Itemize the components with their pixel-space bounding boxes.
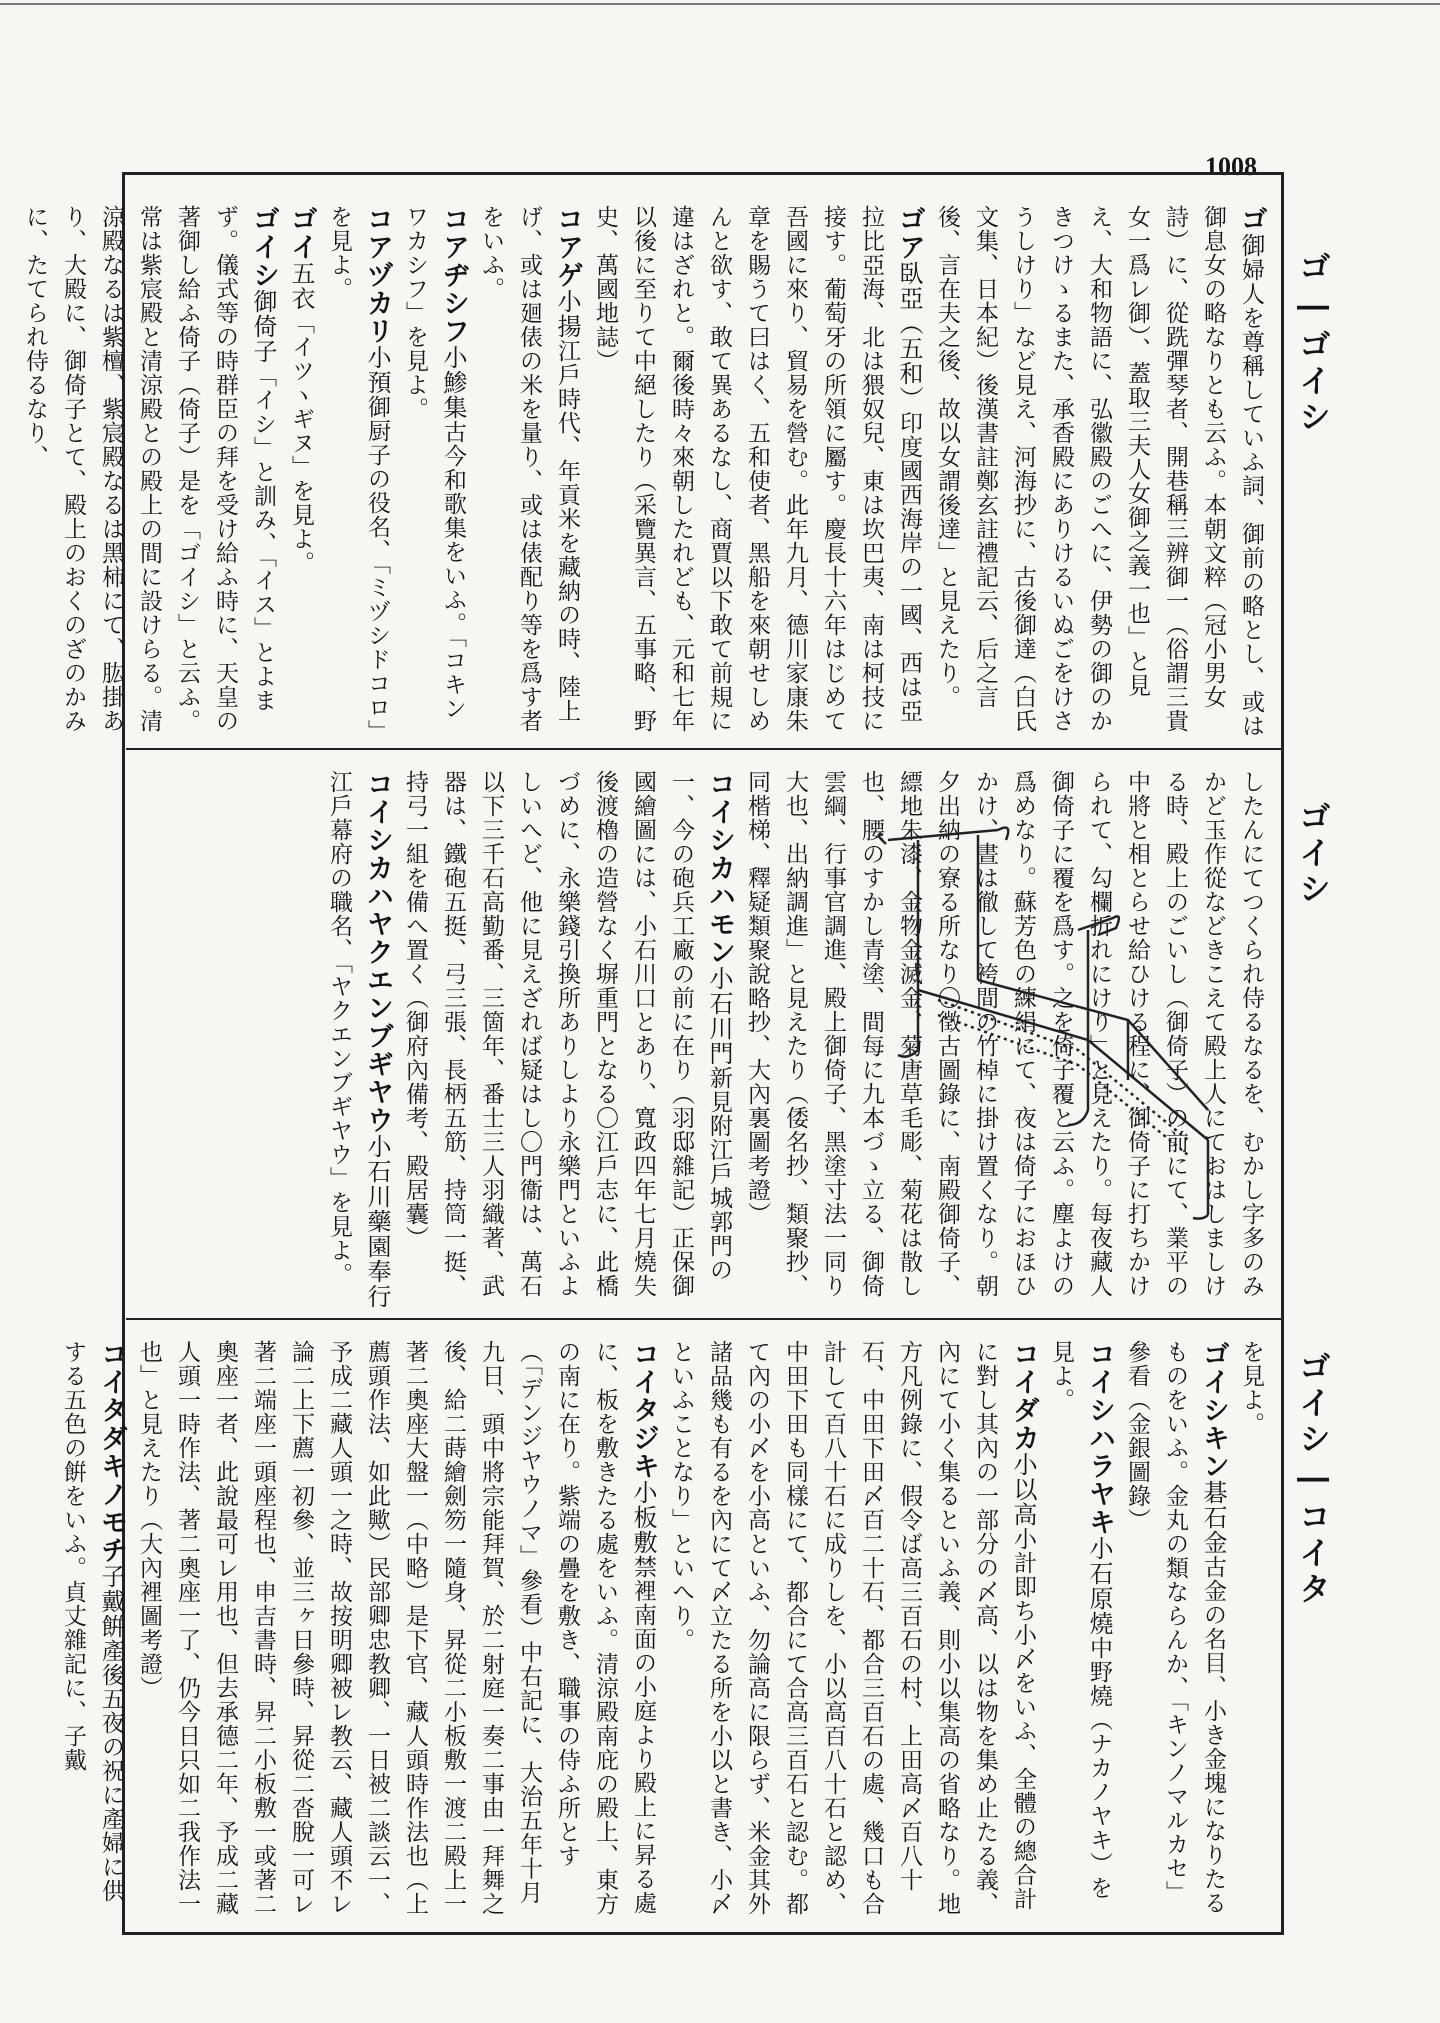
entry-headword: コイシハラヤキ bbox=[1084, 1340, 1115, 1536]
entry-headword: コアヂシフ bbox=[438, 205, 469, 345]
entry-body: 古金の名目、小き金塊になりたるものをいふ。金丸の類ならんか、「キンノマルカセ」參看（金銀圖錄） bbox=[1124, 1340, 1226, 1915]
entry-body: したんにてつくられ侍るなるを、むかし字多のみかど玉作從などきこえて殿上人にておはしましける時、殿上のごいし（御倚子）の前にて、業平の中將と相とらせ給ひける程に、御倚子に打ちかけられて、勾欄折れにけり」と見えたり。每夜藏人御倚子に覆を爲す。之を倚子覆と云ふ。塵よけの爲めなり。蘇芳色の練絹にて、夜は倚子におほひかけ、晝は徹して袴間の竹棹に掛け置くなり。朝夕出納の寮る所なり〇徵古圖錄に、南殿御倚子、縹地朱漆、金物金滅金、菊唐草毛彫、菊花は散し也、腰のすかし青塗、間每に九本づゝ立る、御倚雲綱、行事官調進、殿上御倚子、黑塗寸法一同り大也、出納調進」と見えたり（倭名抄、類聚抄、同楷梯、釋疑類聚說略抄、大內裏圖考證） bbox=[744, 770, 1264, 1298]
entry-kanji: 小石原燒 bbox=[1085, 1536, 1113, 1636]
running-head-bottom: ゴイシ―コイタ bbox=[1294, 1350, 1332, 1608]
page-number: 1008 bbox=[1205, 152, 1257, 181]
dictionary-entry bbox=[130, 1340, 662, 1920]
entry-kanji: 小板敷 bbox=[629, 1480, 657, 1555]
entry-body: 婦人を尊稱していふ詞、御前の略とし、或は御息女の略なりとも云ふ。本朝文粹（冠小男女詩）に、從跣彈琴者、開巷稱三辨御一（俗謂三貴女一爲レ御）、蓋取三夫人女御之義一也」と見え、大和物語に、弘徽殿のごへに、伊勢の御のかきつけゝるまた、承香殿にありけるいぬごをけさうしけり」など見え、河海抄に、古後御達（白氏文集、日本紀）後漢書註鄭玄註禮記云、后之言後、言在夫之後、故以女謂後達」と見えたり。 bbox=[934, 205, 1264, 738]
entry-headword: コアゲ bbox=[552, 205, 583, 289]
entry-body: 江戶幕府の職名、「ヤクエンブギヤウ」を見よ。 bbox=[326, 770, 352, 1287]
entry-headword: ゴア bbox=[894, 205, 925, 261]
top-edge-rule bbox=[0, 3, 1440, 5]
entry-body: 禁裡南面の小庭より殿上に昇る處に、板を敷きたる處をいふ。清涼殿南庇の殿上、東方の南に在り。紫端の疊を敷き、職事の侍ふ所とす（「デンジヤウノマ」參看）中右記に、大治五年十月九日、頭中將宗能拜賀、於二射庭一奏二事由一拜舞之後、給二蒔繪劍笏一隨身、昇從二小板敷一渡二殿上一著二奧座大盤一（中略）是下官、藏人頭時作法也（上薦頭作法、如此歟）民部卿忠教卿、一日被二談云一、予成二藏人頭一之時、故按明卿被レ教云、藏人頭不レ論二上下薦一初參、並三ヶ日參時、昇從二沓脫一可レ著二端座一頭座程也、申吉書時、昇二小板敷一或著二奧座一者、此說最可レ用也、但去承德二年、予成二藏人頭一時作法、著二奧座一了、仍今日只如二我作法一也」と見えたり（大內裡圖考證） bbox=[136, 1340, 656, 1916]
entry-kanji: 子戴餠 bbox=[97, 1564, 125, 1639]
entry-headword: ゴイシキン bbox=[1198, 1340, 1229, 1480]
entry-headword: コイシカハモン bbox=[704, 770, 735, 966]
entry-body: 「イシ」と訓み、「イス」とよまず。儀式等の時群臣の拜を受け給ふ時に、天皇の著御し給ふ倚子（倚子）是を「ゴイシ」と云ふ。常は紫宸殿と清涼殿との殿上の間に設けらる。清涼殿なるは紫檀、紫宸殿なるは黑柿にて、肱掛あり、大殿に、御倚子とて、殿上のおくのざのかみに、たてられ侍るなり、 bbox=[22, 205, 276, 733]
entry-headword: コイシカハヤクエンブギヤウ bbox=[362, 770, 393, 1134]
running-head-top: ゴ―ゴイシ bbox=[1294, 250, 1332, 436]
dictionary-entry bbox=[1118, 1340, 1232, 1920]
entry-headword: ゴ bbox=[1236, 205, 1267, 233]
section-bottom bbox=[60, 1340, 1270, 1920]
entry-kanji: 小石川門 bbox=[705, 966, 733, 1066]
entry-headword: コイダカ bbox=[1008, 1340, 1039, 1452]
section-divider-lower bbox=[126, 1318, 1281, 1320]
dictionary-entry bbox=[1042, 1340, 1118, 1920]
dictionary-entry bbox=[320, 770, 396, 1310]
dictionary-entry bbox=[662, 1340, 1042, 1920]
entry-headword: ゴイシ bbox=[248, 205, 279, 289]
entry-kanji: 御倚子 bbox=[249, 289, 277, 364]
entry-body: 中野燒（ナカノヤキ）を見よ。 bbox=[1048, 1340, 1112, 1900]
dictionary-entry bbox=[396, 205, 472, 740]
entry-body: 御厨子の役名、「ミヅシドコロ」を見よ。 bbox=[326, 205, 390, 732]
entry-body: 小計即ち小〆をいふ、全體の總合計に對し其內の一部分の〆高、以は物を集め止たる義、內にて小く集るといふ義、則小以集高の省略なり。地方凡例錄に、假令ば高三百石の村、上田高〆百八十石、中田下田〆百二十石、都合三百石の處、幾口も合計して百八十石に成りしを、小以高百八十石と認め、中田下田も同樣にて、都合にて合高三百石と認む。都て內の小〆を小高といふ、勿論高に限らず、米金其外諸品幾も有るを內にて〆立たる所を小以と書き、小〆といふことなり」といへり。 bbox=[668, 1340, 1036, 1916]
entry-kanji: 碁石金 bbox=[1199, 1480, 1227, 1555]
section-divider-upper bbox=[126, 748, 1281, 750]
entry-kanji: 御 bbox=[1237, 233, 1265, 258]
dictionary-entry bbox=[396, 770, 738, 1310]
entry-body: 印度國西海岸の一國、西は亞拉比亞海、北は猥奴兒、東は坎巴夷、南は柯技に接す。葡萄牙の所領に屬す。慶長十六年はじめて吾國に來り、貿易を營む。此年九月、德川家康朱章を賜うて曰はく、五和使者、黑船を來朝せしめんと欲す、敢て異あるなし、商賈以下敢て前規に違はざれと。爾後時々來朝したれども、元和七年以後に至りて中絕したり（采覽異言、五事略、野史、萬國地誌） bbox=[592, 205, 922, 733]
dictionary-entry bbox=[586, 205, 928, 740]
entry-kanji: 小以高 bbox=[1009, 1452, 1037, 1527]
entry-kanji: 小揚 bbox=[553, 289, 581, 339]
dictionary-entry bbox=[320, 205, 396, 740]
entry-body: 「イツヽギヌ」を見よ。 bbox=[288, 311, 314, 575]
entry-headword: コイタダキノモチ bbox=[96, 1340, 127, 1564]
entry-headword: コイタジキ bbox=[628, 1340, 659, 1480]
entry-kanji: 臥亞（五和） bbox=[895, 261, 923, 411]
running-head-middle: ゴイシ bbox=[1294, 800, 1332, 908]
dictionary-entry bbox=[54, 1340, 130, 1920]
entry-body: 古今和歌集をいふ。「コキンワカシフ」を見よ。 bbox=[402, 205, 466, 721]
entry-kanji: 五衣 bbox=[287, 261, 315, 311]
dictionary-entry bbox=[282, 205, 320, 740]
dictionary-entry bbox=[928, 205, 1270, 740]
entry-kanji: 小預 bbox=[363, 345, 391, 395]
entry-kanji: 小鯵集 bbox=[439, 345, 467, 420]
entry-body: 產後五夜の祝に產婦に供する五色の餠をいふ。貞丈雜記に、子戴 bbox=[60, 1340, 124, 1903]
section-top bbox=[22, 205, 1270, 740]
imperial-chair-illustration bbox=[878, 810, 1218, 1220]
entry-kanji: 小石川藥園奉行 bbox=[363, 1134, 391, 1309]
dictionary-entry bbox=[1232, 1340, 1270, 1920]
dictionary-entry bbox=[16, 205, 282, 740]
entry-headword: コアヅカリ bbox=[362, 205, 393, 345]
entry-body: 新見附江戶城郭門の一、今の砲兵工廠の前に在り（羽邸雜記）正保御國繪圖には、小石川口とあり、寬政四年七月燒失後渡櫓の造營なく塀重門となる〇江戶志に、此橋づめに、永樂錢引換所ありしより永樂門といふよしいへど、他に見えざれば疑はし〇門衞は、萬石以下三千石高勤番、三箇年、番士三人羽織著、武器は、鐵砲五挺、弓三張、長柄五筋、持筒一挺、持弓一組を備へ置く（御府內備考、殿居囊） bbox=[402, 770, 732, 1298]
entry-body: 江戶時代、年貢米を藏納の時、陸上げ、或は廻俵の米を量り、或は俵配り等を爲す者をいふ。 bbox=[478, 205, 580, 733]
dictionary-entry bbox=[472, 205, 586, 740]
entry-body: を見よ。 bbox=[1238, 1340, 1264, 1436]
entry-headword: ゴイ bbox=[286, 205, 317, 261]
